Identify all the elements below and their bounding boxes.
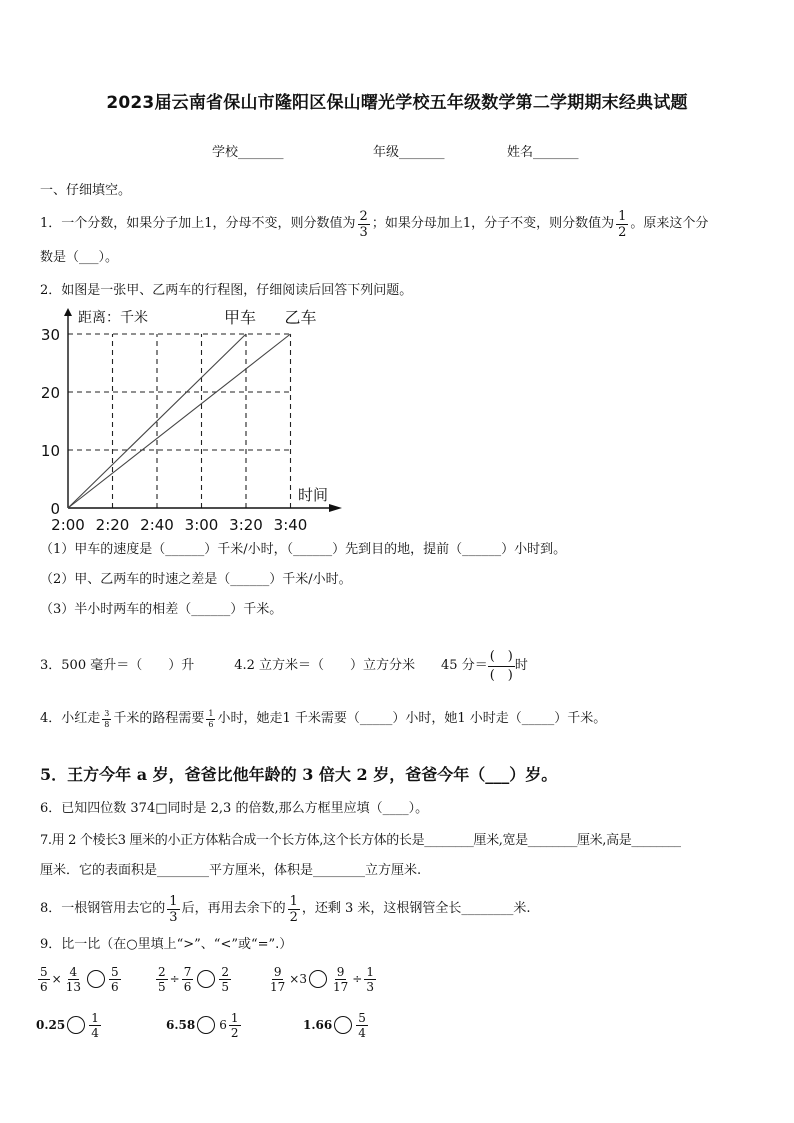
q3-part-b: 4.2 立方米＝（ ）立方分米	[234, 658, 416, 673]
compare-circle[interactable]	[334, 1016, 352, 1034]
x-tick-label: 2:00	[51, 516, 85, 534]
series-label: 乙车	[284, 308, 317, 327]
q3-part-a: 3．500 毫升＝（ ）升	[40, 658, 195, 673]
compare-item-5: 6.58 6 $\frac{1}{2}$	[166, 1010, 239, 1040]
question-2-sub3: （3）半小时两车的相差（______）千米。	[40, 602, 283, 617]
compare-circle[interactable]	[87, 970, 105, 988]
question-9-title: 9．比一比（在○里填上“>”、“<”或“=”.）	[40, 937, 293, 952]
compare-circle[interactable]	[197, 970, 215, 988]
question-5: 5．王方今年 a 岁，爸爸比他年龄的 3 倍大 2 岁，爸爸今年（___）岁。	[40, 765, 558, 784]
q1-text-b: ；如果分母加上1，分子不变，则分数值为	[371, 216, 615, 231]
compare-item-4: 0.25 $\frac{1}{4}$	[36, 1010, 99, 1040]
x-axis-label: 时间	[298, 486, 329, 504]
fraction-two-thirds: $\frac{2}{3}$	[359, 208, 368, 240]
fraction-one-half: $\frac{1}{2}$	[289, 893, 298, 925]
y-axis-label: 距离：千米	[78, 310, 148, 326]
question-1	[40, 210, 708, 238]
x-tick-label: 2:40	[140, 516, 174, 534]
q3-part-d: 时	[514, 658, 528, 673]
y-tick-label: 10	[40, 442, 60, 460]
q3-part-c: 45 分＝	[441, 658, 488, 673]
compare-item-2: $\frac{2}{5}$ ÷ $\frac{7}{6}$ $\frac{2}{5}$	[158, 964, 229, 994]
series-line-yi	[68, 334, 291, 508]
fraction-one-sixth: $\frac{1}{6}$	[208, 708, 214, 729]
q1-text-c: 。原来这个分	[630, 216, 709, 231]
compare-item-1: $\frac{5}{6}$ × $\frac{4}{13}$ $\frac{5}{6}$	[40, 964, 119, 994]
series-label: 甲车	[223, 308, 257, 327]
x-tick-label: 3:00	[184, 516, 219, 534]
compare-item-6: 1.66 $\frac{5}{4}$	[303, 1010, 366, 1040]
q4-text-a: 4．小红走	[40, 711, 101, 726]
compare-circle[interactable]	[309, 970, 327, 988]
question-7-line1: 7.用 2 个棱长3 厘米的小正方体粘合成一个长方体,这个长方体的长是________厘米,宽是________厘米,高是________	[40, 833, 681, 848]
q8-text-a: 8．一根钢管用去它的	[40, 901, 166, 916]
fraction-one-half: $\frac{1}{2}$	[618, 208, 627, 240]
question-2-intro: 2．如图是一张甲、乙两车的行程图，仔细阅读后回答下列问题。	[40, 283, 413, 298]
question-3	[40, 648, 528, 684]
question-2-sub1: （1）甲车的速度是（______）千米/小时，（______）先到目的地，提前（______）小时到。	[40, 542, 567, 557]
section-heading: 一、仔细填空。	[40, 183, 132, 198]
question-8	[40, 894, 531, 924]
compare-circle[interactable]	[197, 1016, 215, 1034]
x-tick-label: 3:20	[229, 516, 263, 534]
question-7-line2: 厘米．它的表面积是________平方厘米，体积是________立方厘米.	[40, 863, 422, 878]
page-title: 2023届云南省保山市隆阳区保山曙光学校五年级数学第二学期期末经典试题	[106, 93, 688, 113]
q4-text-c: 小时，她走1 千米需要（_____）小时，她1 小时走（_____）千米。	[217, 711, 607, 726]
y-tick-label: 0	[50, 500, 60, 518]
compare-item-3: $\frac{9}{17}$ ×3 $\frac{9}{17}$ ÷ $\frac{1}{3}$	[270, 964, 374, 994]
y-tick-label: 30	[40, 326, 60, 344]
question-6: 6．已知四位数 374□同时是 2,3 的倍数,那么方框里应填（____）。	[40, 801, 429, 816]
y-tick-label: 20	[40, 384, 60, 402]
name-field[interactable]: 姓名_______	[507, 145, 579, 160]
q3-blank-fraction[interactable]: ( ) ( )	[489, 648, 513, 683]
q1-answer-line: 数是（___）。	[40, 250, 119, 265]
x-tick-label: 3:40	[273, 516, 308, 534]
x-tick-label: 2:20	[95, 516, 130, 534]
grade-field[interactable]: 年级_______	[373, 145, 445, 160]
q1-text-a: 1．一个分数，如果分子加上1，分母不变，则分数值为	[40, 216, 356, 231]
travel-chart	[36, 302, 346, 538]
school-field[interactable]: 学校_______	[212, 145, 284, 160]
question-2-sub2: （2）甲、乙两车的时速之差是（______）千米/小时。	[40, 572, 352, 587]
y-axis-arrow	[64, 308, 72, 316]
compare-circle[interactable]	[67, 1016, 85, 1034]
fraction-one-third: $\frac{1}{3}$	[169, 893, 178, 925]
fraction-three-eighths: $\frac{3}{8}$	[104, 708, 110, 729]
x-axis-arrow	[329, 504, 342, 512]
q8-text-c: ，还剩 3 米，这根钢管全长________米.	[301, 901, 531, 916]
q4-text-b: 千米的路程需要	[113, 711, 205, 726]
q8-text-b: 后，再用去余下的	[181, 901, 286, 916]
question-4	[40, 708, 606, 730]
